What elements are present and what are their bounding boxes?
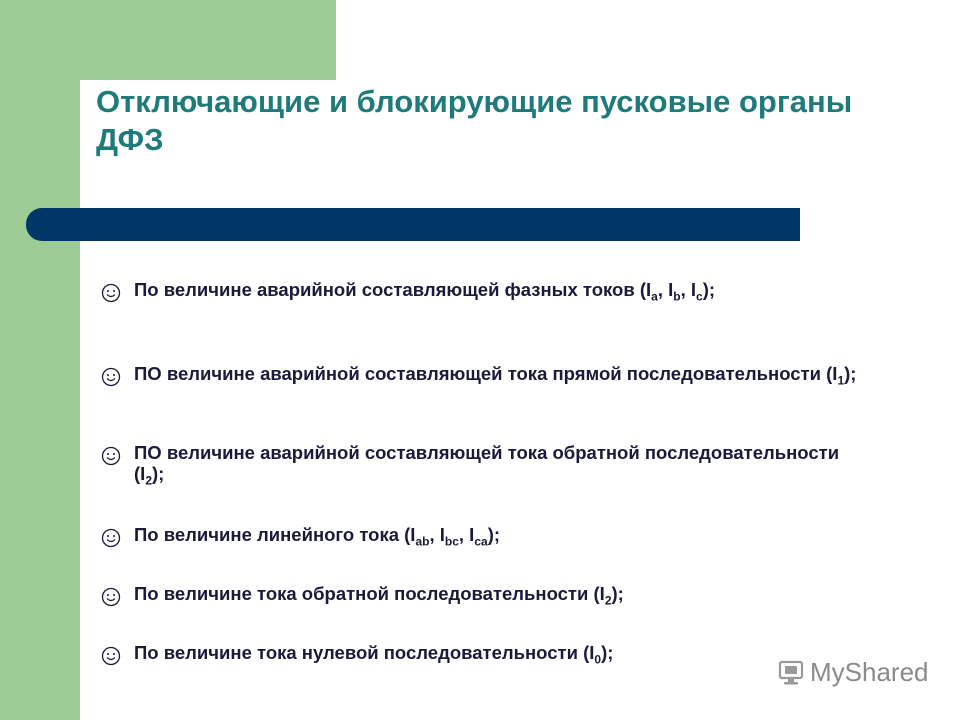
title-divider-bar	[26, 208, 800, 241]
bullet-text: ПО величине аварийной составляющей тока прямой последовательности $(I_1)$;	[134, 363, 857, 388]
smiley-face-icon	[100, 645, 122, 667]
smiley-face-icon	[100, 586, 122, 608]
bullet-item	[100, 442, 864, 488]
bullet-item	[100, 524, 864, 549]
bullet-text: По величине тока обратной последовательности $(I_2)$;	[134, 583, 624, 608]
bullet-item	[100, 279, 864, 304]
bullet-text: ПО величине аварийной составляющей тока обратной последовательности $(I_2)$;	[134, 442, 840, 488]
watermark	[776, 654, 929, 690]
slide-title: Отключающие и блокирующие пусковые органы ДФЗ	[96, 84, 853, 157]
bullet-text: По величине линейного тока ($I_{ab}$, $I_{bc}$, $I_{ca}$);	[134, 524, 501, 549]
smiley-face-icon	[100, 366, 122, 388]
top-accent-block	[80, 0, 336, 80]
mystudy-logo-icon	[776, 657, 806, 687]
smiley-face-icon	[100, 527, 122, 549]
bullet-item	[100, 642, 864, 667]
smiley-face-icon	[100, 445, 122, 467]
bullet-item	[100, 583, 864, 608]
bullet-item	[100, 363, 864, 388]
watermark-text: MyShared	[810, 656, 929, 687]
bullet-text: По величине аварийной составляющей фазных токов ($I_a$, $I_b$, $I_c$);	[134, 279, 716, 304]
smiley-face-icon	[100, 282, 122, 304]
bullet-text: По величине тока нулевой последовательности $(I_0)$;	[134, 642, 614, 667]
left-accent-bar	[0, 0, 80, 720]
